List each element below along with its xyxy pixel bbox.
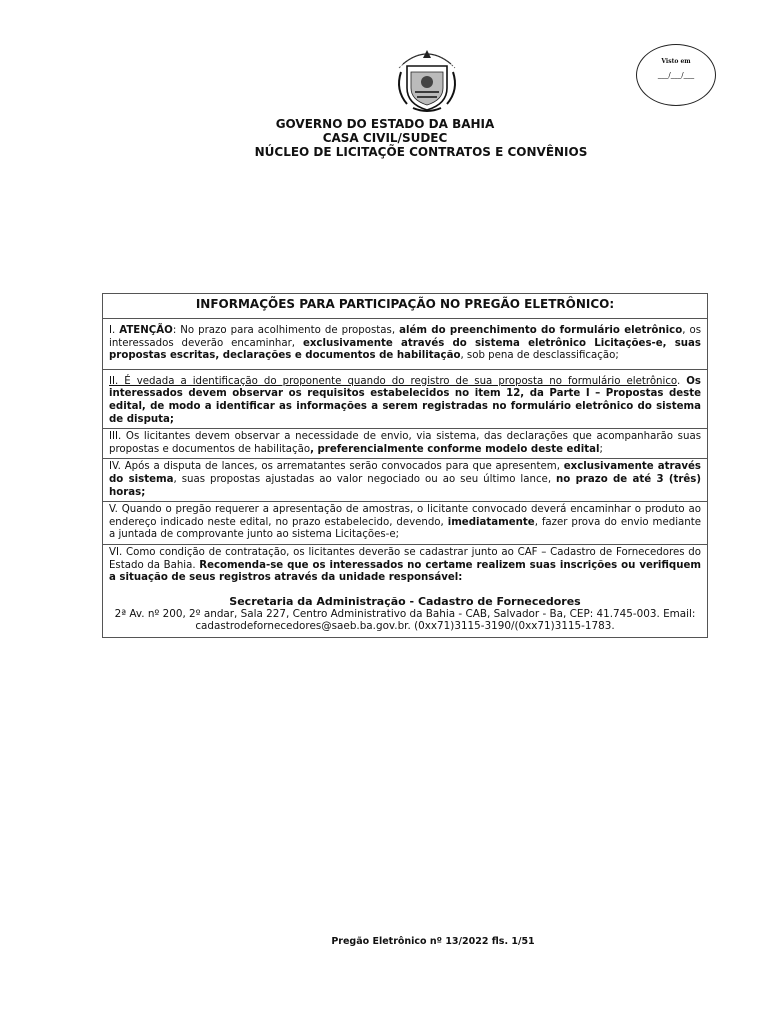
item3-bold: , preferencialmente conforme modelo deste edital <box>310 443 600 455</box>
item6-bold: Recomenda-se que os interessados no certame realizem suas inscrições ou verifiquem a situação de seus registros através da unidade responsável: <box>109 559 702 584</box>
info-item-5 <box>103 502 707 545</box>
visto-stamp <box>636 44 716 106</box>
secretaria-contact-line: cadastrodefornecedores@saeb.ba.gov.br. (0xx71)3115-3190/(0xx71)3115-1783. <box>195 620 615 633</box>
item1-number: I. <box>109 325 120 336</box>
item2-underlined: II. É vedada a identificação do proponente quando do registro de sua proposta no formulário eletrônico <box>109 375 677 387</box>
info-item-6 <box>103 545 707 637</box>
info-item-1 <box>103 319 707 370</box>
item5-bold: imediatamente <box>447 516 535 528</box>
item4-text: IV. Após a disputa de lances, os arrematantes serão convocados para que apresentem, <box>109 461 564 473</box>
header-casa-civil: CASA CIVIL/SUDEC <box>322 131 448 145</box>
info-item-4 <box>103 459 707 502</box>
coat-of-arms-icon <box>393 42 461 114</box>
item2-bold: Os interessados devem observar os requisitos estabelecidos no item 12, da Parte I – Propostas deste edital, de modo a identificar as informações a serem registradas no formulário eletrônico do sistema de disputa; <box>109 375 701 425</box>
item4-bold-deadline: no prazo de até 3 (três) horas; <box>109 473 701 498</box>
document-header <box>0 117 770 159</box>
secretaria-address-line1: 2ª Av. nº 200, 2º andar, Sala 227, Centro Administrativo da Bahia - CAB, Salvador - Ba, CEP: 41.745-003. Email: <box>114 607 696 620</box>
stamp-date-blank: ___/___/___ <box>657 71 695 79</box>
stamp-label: Visto em <box>661 58 691 65</box>
item5-text-2: , fazer prova do envio mediante a juntada de comprovante junto ao sistema Licitações-e; <box>109 516 701 541</box>
secretaria-title: Secretaria da Administração - Cadastro de Fornecedores <box>229 594 581 608</box>
secretaria-address <box>109 608 701 635</box>
header-nucleo: NÚCLEO DE LICITAÇÕE CONTRATOS E CONVÊNIOS <box>254 145 588 159</box>
info-item-2 <box>103 370 707 429</box>
item4-text-2: , suas propostas ajustadas ao valor negociado ou ao seu último lance, <box>173 473 557 485</box>
item1-text: : No prazo para acolhimento de propostas, <box>172 325 400 336</box>
information-box <box>102 293 708 638</box>
item4-bold-system: exclusivamente através do sistema <box>109 461 701 485</box>
item1-text-2: , os interessados deverão encaminhar, <box>109 325 701 349</box>
item3-text: III. Os licitantes devem observar a necessidade de envio, via sistema, das declarações que acompanharão suas propostas e documentos de habilitação <box>109 431 701 455</box>
page-footer: Pregão Eletrônico nº 13/2022 fls. 1/51 <box>331 936 535 947</box>
item1-bold-system: exclusivamente através do sistema eletrônico Licitações-e, suas propostas escritas, declarações e documentos de habilitação <box>109 337 701 362</box>
header-government: GOVERNO DO ESTADO DA BAHIA <box>275 117 495 131</box>
info-item-3 <box>103 429 707 459</box>
item5-text: V. Quando o pregão requerer a apresentação de amostras, o licitante convocado deverá encaminhar o produto ao endereço indicado neste edital, no prazo estabelecido, devendo, <box>109 504 701 528</box>
item1-bold-form: além do preenchimento do formulário eletrônico <box>399 325 683 336</box>
item2-sep: . <box>677 375 687 387</box>
item3-end: ; <box>599 443 603 455</box>
item1-text-3: , sob pena de desclassificação; <box>460 350 619 362</box>
item6-text: VI. Como condição de contratação, os licitantes deverão se cadastrar junto ao CAF – Cadastro de Fornecedores do Estado da Bahia. <box>109 546 701 571</box>
box-title: INFORMAÇÕES PARA PARTICIPAÇÃO NO PREGÃO ELETRÔNICO: <box>103 294 707 319</box>
item1-attention: ATENÇÃO <box>119 325 173 336</box>
